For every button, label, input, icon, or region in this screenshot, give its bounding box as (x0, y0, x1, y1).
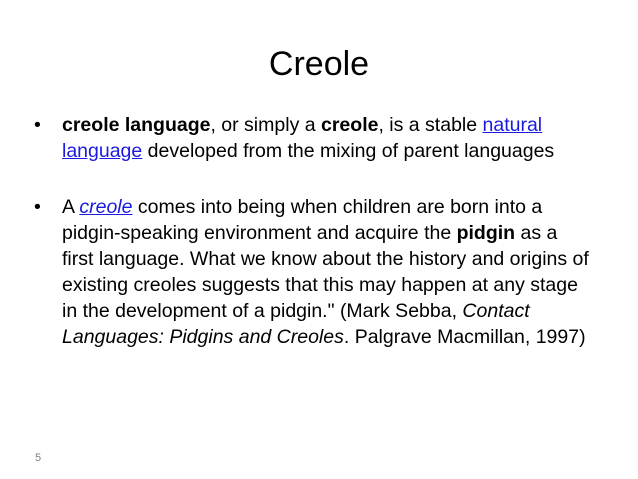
text-segment: . Palgrave Macmillan, 1997) (343, 326, 586, 348)
link-natural[interactable]: natural (482, 114, 543, 136)
book-title: Contact Languages: Pidgins and Creoles (62, 300, 530, 348)
text-segment: A (62, 196, 80, 218)
term-creole-language: creole language (62, 114, 211, 136)
page-number: 5 (35, 452, 42, 464)
text-segment: , is a stable (378, 114, 483, 136)
text-segment: developed from the mixing of parent languages (142, 140, 555, 162)
link-creole[interactable] (79, 196, 132, 218)
bullet-icon: • (34, 196, 41, 218)
bullet-icon: • (34, 114, 41, 136)
term-pidgin: pidgin (456, 222, 516, 244)
bullet-item-definition (34, 112, 594, 164)
text-segment: as a first language. What we know about the history and origins of existing creoles suggests that this may happen at any stage in the development of a pidgin." (Mark Sebba, (62, 222, 589, 322)
bullet-list (34, 112, 594, 350)
term-creole: creole (321, 114, 379, 136)
slide-title: Creole (268, 45, 370, 83)
text-segment: comes into being when children are born into a pidgin-speaking environment and acquire the (62, 196, 543, 244)
link-language[interactable]: language (62, 140, 143, 162)
link-creole-text: creole (79, 196, 133, 218)
bullet-item-origin (34, 194, 594, 350)
text-segment: , or simply a (210, 114, 321, 136)
